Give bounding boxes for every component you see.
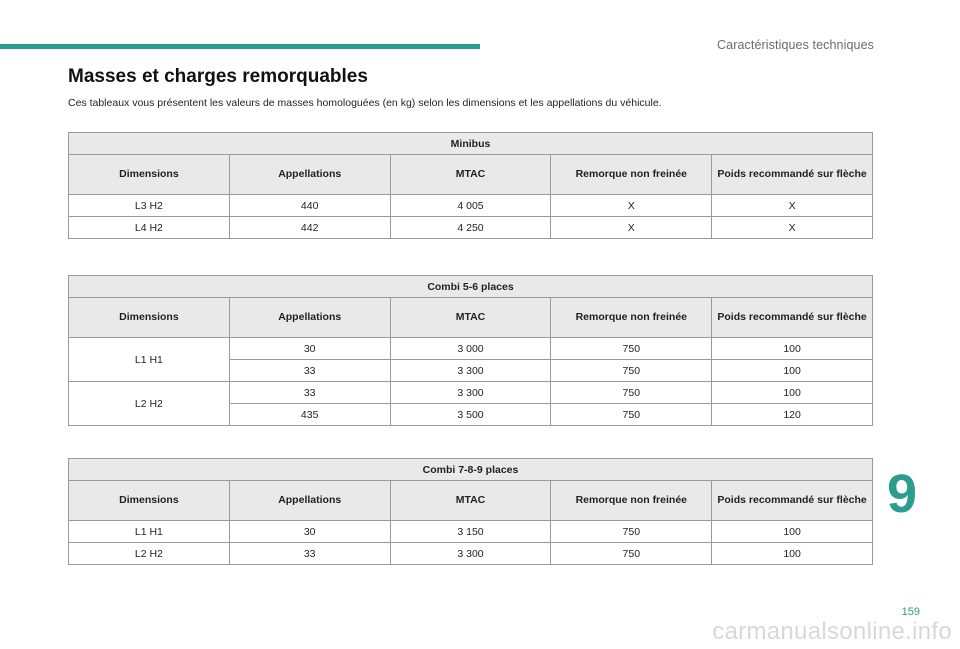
cell-appellation: 33 — [229, 543, 390, 565]
table-caption: Combi 5-6 places — [69, 276, 873, 298]
intro-text: Ces tableaux vous présentent les valeurs de masses homologuées (en kg) selon les dimensions et les appellations du véhicule. — [68, 97, 662, 109]
col-header-remorque: Remorque non freinée — [551, 155, 712, 195]
cell-mtac: 4 250 — [390, 217, 551, 239]
cell-mtac: 3 300 — [390, 382, 551, 404]
cell-dimensions: L2 H2 — [69, 543, 230, 565]
col-header-mtac: MTAC — [390, 481, 551, 521]
table-combi-7-8-9 — [68, 458, 873, 565]
page-title: Masses et charges remorquables — [68, 66, 368, 87]
cell-remorque: X — [551, 195, 712, 217]
col-header-appellations: Appellations — [229, 481, 390, 521]
table-row — [69, 338, 873, 360]
cell-poids: X — [712, 195, 873, 217]
cell-mtac: 3 150 — [390, 521, 551, 543]
cell-poids: 100 — [712, 543, 873, 565]
header-accent-bar — [0, 44, 480, 49]
col-header-dimensions: Dimensions — [69, 481, 230, 521]
table-minibus — [68, 132, 873, 239]
cell-appellation: 440 — [229, 195, 390, 217]
col-header-appellations: Appellations — [229, 155, 390, 195]
table-caption: Combi 7-8-9 places — [69, 459, 873, 481]
table-combi-5-6 — [68, 275, 873, 426]
col-header-poids: Poids recommandé sur flèche — [712, 155, 873, 195]
cell-dimensions: L1 H1 — [69, 338, 230, 382]
cell-appellation: 30 — [229, 521, 390, 543]
cell-appellation: 442 — [229, 217, 390, 239]
chapter-number: 9 — [887, 464, 918, 524]
cell-dimensions: L3 H2 — [69, 195, 230, 217]
table-caption: Minibus — [69, 133, 873, 155]
cell-appellation: 33 — [229, 360, 390, 382]
col-header-remorque: Remorque non freinée — [551, 481, 712, 521]
cell-remorque: 750 — [551, 360, 712, 382]
cell-remorque: 750 — [551, 338, 712, 360]
cell-poids: 100 — [712, 521, 873, 543]
table-row — [69, 195, 873, 217]
cell-remorque: 750 — [551, 382, 712, 404]
section-title: Caractéristiques techniques — [717, 38, 874, 52]
cell-poids: X — [712, 217, 873, 239]
cell-mtac: 3 300 — [390, 360, 551, 382]
cell-poids: 100 — [712, 382, 873, 404]
col-header-mtac: MTAC — [390, 298, 551, 338]
cell-mtac: 3 500 — [390, 404, 551, 426]
table-row — [69, 382, 873, 404]
cell-mtac: 4 005 — [390, 195, 551, 217]
cell-dimensions: L1 H1 — [69, 521, 230, 543]
cell-dimensions: L4 H2 — [69, 217, 230, 239]
table-row — [69, 543, 873, 565]
cell-poids: 100 — [712, 360, 873, 382]
cell-remorque: X — [551, 217, 712, 239]
col-header-poids: Poids recommandé sur flèche — [712, 298, 873, 338]
cell-remorque: 750 — [551, 521, 712, 543]
cell-appellation: 30 — [229, 338, 390, 360]
col-header-mtac: MTAC — [390, 155, 551, 195]
col-header-remorque: Remorque non freinée — [551, 298, 712, 338]
page-number: 159 — [901, 606, 920, 618]
col-header-dimensions: Dimensions — [69, 155, 230, 195]
col-header-poids: Poids recommandé sur flèche — [712, 481, 873, 521]
cell-dimensions: L2 H2 — [69, 382, 230, 426]
cell-appellation: 33 — [229, 382, 390, 404]
cell-remorque: 750 — [551, 543, 712, 565]
cell-appellation: 435 — [229, 404, 390, 426]
col-header-dimensions: Dimensions — [69, 298, 230, 338]
cell-remorque: 750 — [551, 404, 712, 426]
cell-mtac: 3 000 — [390, 338, 551, 360]
col-header-appellations: Appellations — [229, 298, 390, 338]
cell-mtac: 3 300 — [390, 543, 551, 565]
table-row — [69, 217, 873, 239]
cell-poids: 120 — [712, 404, 873, 426]
cell-poids: 100 — [712, 338, 873, 360]
watermark: carmanualsonline.info — [712, 618, 952, 645]
table-row — [69, 521, 873, 543]
